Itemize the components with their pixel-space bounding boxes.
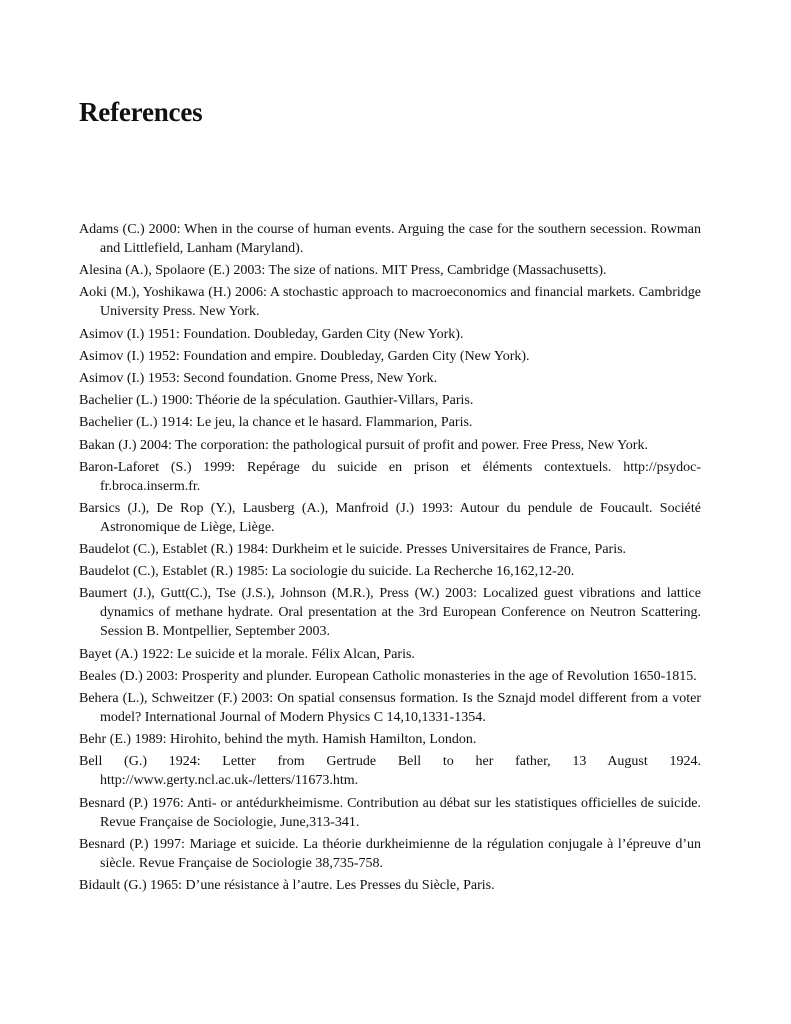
reference-item: Besnard (P.) 1976: Anti- or antédurkheimisme. Contribution au débat sur les statistiques officielles de suicide. Revue Française de Sociologie, June,313-341. — [79, 795, 701, 830]
reference-item: Behr (E.) 1989: Hirohito, behind the myth. Hamish Hamilton, London. — [79, 732, 477, 748]
reference-list — [79, 220, 701, 898]
reference-item: Bayet (A.) 1922: Le suicide et la morale. Félix Alcan, Paris. — [79, 646, 415, 662]
reference-item: Alesina (A.), Spolaore (E.) 2003: The size of nations. MIT Press, Cambridge (Massachusetts). — [79, 263, 607, 279]
reference-item: Adams (C.) 2000: When in the course of human events. Arguing the case for the southern secession. Rowman and Littlefield, Lanham (Maryland). — [79, 222, 701, 256]
reference-item: Bidault (G.) 1965: D’une résistance à l’autre. Les Presses du Siècle, Paris. — [79, 877, 495, 893]
reference-item: Bakan (J.) 2004: The corporation: the pathological pursuit of profit and power. Free Press, New York. — [79, 437, 648, 453]
reference-item: Asimov (I.) 1952: Foundation and empire. Doubleday, Garden City (New York). — [79, 348, 530, 364]
reference-item: Baron-Laforet (S.) 1999: Repérage du suicide en prison et éléments contextuels. http://psydoc-fr.broca.inserm.fr. — [79, 459, 701, 494]
reference-item: Bachelier (L.) 1914: Le jeu, la chance et le hasard. Flammarion, Paris. — [79, 415, 473, 431]
reference-item: Bell (G.) 1924: Letter from Gertrude Bell to her father, 13 August 1924. http://www.gerty.ncl.ac.uk-/letters/11673.htm. — [79, 754, 701, 789]
reference-item: Baudelot (C.), Establet (R.) 1984: Durkheim et le suicide. Presses Universitaires de France, Paris. — [79, 542, 627, 558]
reference-item: Besnard (P.) 1997: Mariage et suicide. La théorie durkheimienne de la régulation conjugale à l’épreuve d’un siècle. Revue Française de Sociologie 38,735-758. — [79, 836, 701, 871]
reference-item: Asimov (I.) 1953: Second foundation. Gnome Press, New York. — [79, 370, 438, 386]
reference-item: Barsics (J.), De Rop (Y.), Lausberg (A.), Manfroid (J.) 1993: Autour du pendule de Foucault. Société Astronomique de Liège, Liège. — [79, 500, 701, 535]
reference-item: Beales (D.) 2003: Prosperity and plunder. European Catholic monasteries in the age of Revolution 1650-1815. — [79, 668, 697, 684]
reference-item: Bachelier (L.) 1900: Théorie de la spéculation. Gauthier-Villars, Paris. — [79, 393, 474, 409]
reference-item: Behera (L.), Schweitzer (F.) 2003: On spatial consensus formation. Is the Sznajd model different from a voter model? International Journal of Modern Physics C 14,10,1331-1354. — [79, 691, 701, 725]
reference-item: Baudelot (C.), Establet (R.) 1985: La sociologie du suicide. La Recherche 16,162,12-20. — [79, 564, 575, 580]
reference-item: Asimov (I.) 1951: Foundation. Doubleday, Garden City (New York). — [79, 326, 464, 342]
reference-item: Baumert (J.), Gutt(C.), Tse (J.S.), Johnson (M.R.), Press (W.) 2003: Localized guest vibrations and lattice dynamics of methane hydrate. Oral presentation at the 3rd European Conference on Neutron Scattering. Session B. Montpellier, September 2003. — [79, 586, 701, 640]
page-title: References — [79, 97, 203, 127]
reference-item: Aoki (M.), Yoshikawa (H.) 2006: A stochastic approach to macroeconomics and financial markets. Cambridge University Press. New York. — [79, 285, 701, 320]
